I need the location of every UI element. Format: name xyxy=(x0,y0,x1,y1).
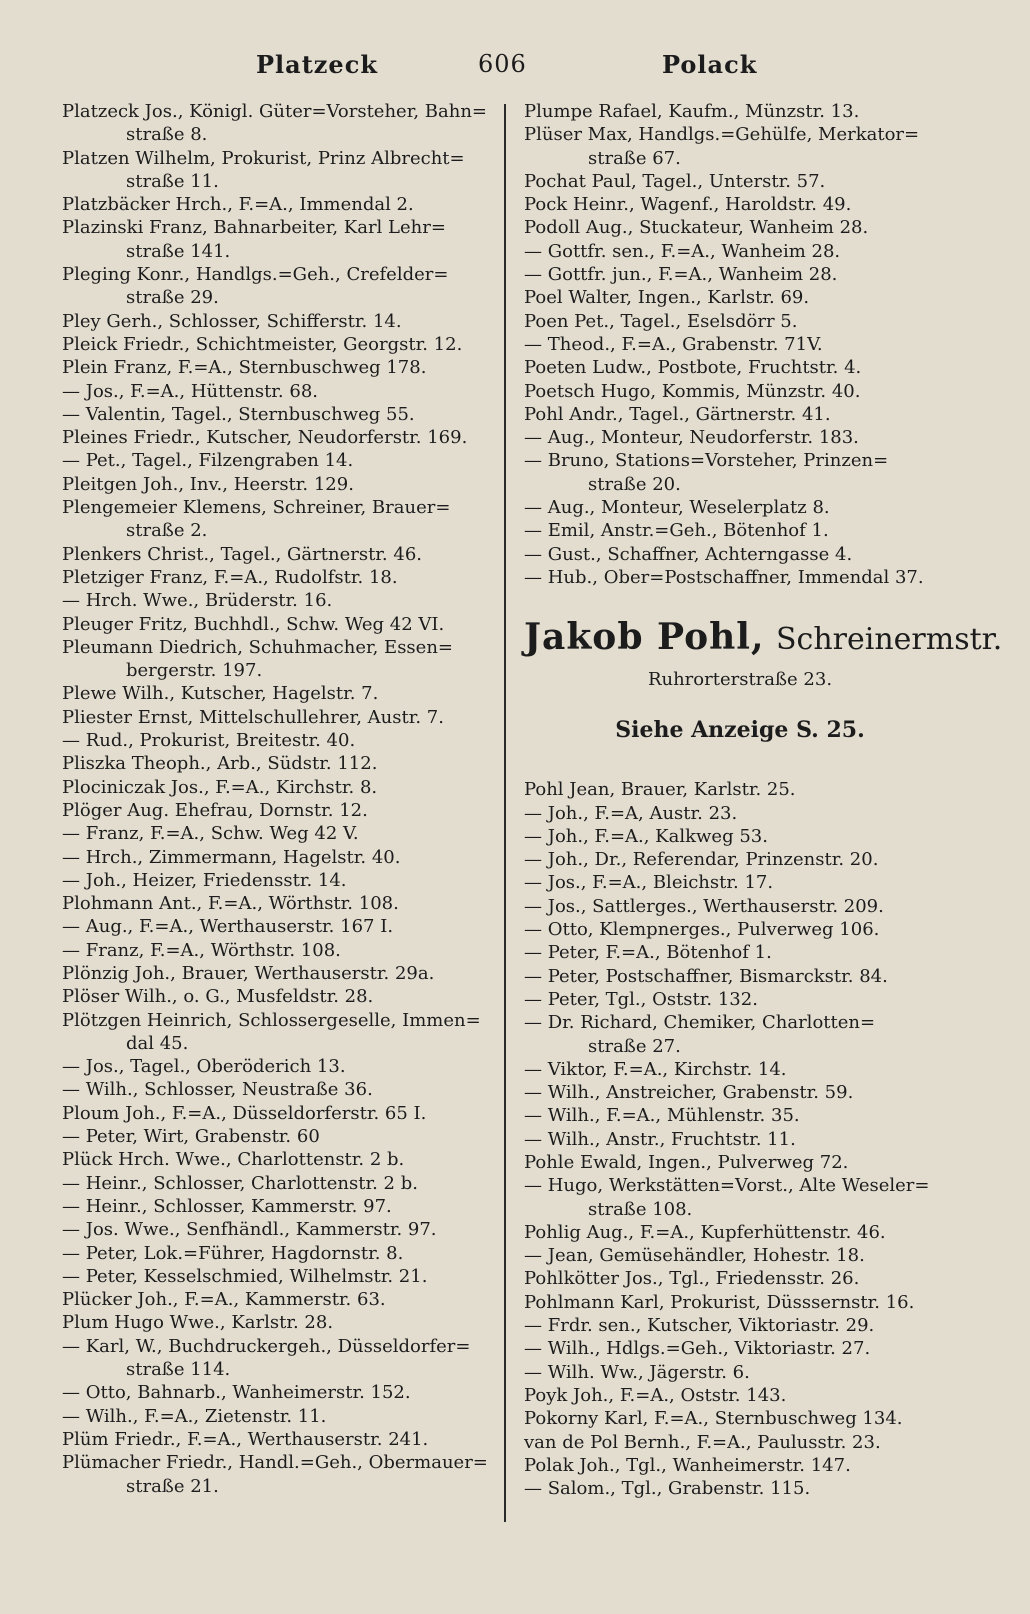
directory-entry: — Peter, Tgl., Oststr. 132. xyxy=(524,988,758,1010)
directory-entry: Pletziger Franz, F.=A., Rudolfstr. 18. xyxy=(62,566,398,588)
directory-entry: straße 114. xyxy=(126,1359,231,1381)
directory-entry: straße 141. xyxy=(126,240,231,262)
directory-entry: — Peter, Kesselschmied, Wilhelmstr. 21. xyxy=(62,1265,428,1287)
directory-entry: — Peter, Wirt, Grabenstr. 60 xyxy=(62,1126,320,1148)
directory-entry: — Rud., Prokurist, Breitestr. 40. xyxy=(62,730,356,752)
directory-entry: Ploum Joh., F.=A., Düsseldorferstr. 65 I. xyxy=(62,1102,427,1124)
directory-entry: — Gust., Schaffner, Achterngasse 4. xyxy=(524,543,853,565)
directory-entry: — Gottfr. sen., F.=A., Wanheim 28. xyxy=(524,240,841,262)
directory-entry: Podoll Aug., Stuckateur, Wanheim 28. xyxy=(524,217,869,239)
directory-entry: Pley Gerh., Schlosser, Schifferstr. 14. xyxy=(62,310,402,332)
directory-entry: Pleumann Diedrich, Schuhmacher, Essen= xyxy=(62,636,453,658)
directory-entry: — Joh., Heizer, Friedensstr. 14. xyxy=(62,869,347,891)
directory-entry: Plumpe Rafael, Kaufm., Münzstr. 13. xyxy=(524,101,860,122)
directory-entry: — Jos., F.=A., Bleichstr. 17. xyxy=(524,872,774,894)
directory-entry: — Emil, Anstr.=Geh., Bötenhof 1. xyxy=(524,520,829,542)
directory-entry: straße 21. xyxy=(126,1475,219,1497)
directory-entry: Pohlig Aug., F.=A., Kupferhüttenstr. 46. xyxy=(524,1221,886,1243)
directory-entry: — Viktor, F.=A., Kirchstr. 14. xyxy=(524,1058,787,1080)
directory-entry: Plüm Friedr., F.=A., Werthauserstr. 241. xyxy=(62,1428,429,1450)
directory-entry: — Salom., Tgl., Grabenstr. 115. xyxy=(524,1478,811,1500)
directory-entry: — Franz, F.=A., Schw. Weg 42 V. xyxy=(62,823,359,845)
directory-entry: Pliszka Theoph., Arb., Südstr. 112. xyxy=(62,753,378,775)
directory-entry: Poyk Joh., F.=A., Oststr. 143. xyxy=(524,1384,787,1406)
directory-entry: — Wilh., Schlosser, Neustraße 36. xyxy=(62,1079,373,1101)
directory-entry: Plociniczak Jos., F.=A., Kirchstr. 8. xyxy=(62,776,378,798)
left-column xyxy=(62,100,486,1498)
directory-entry: straße 29. xyxy=(126,287,219,309)
directory-entry: bergerstr. 197. xyxy=(126,660,263,682)
column-divider xyxy=(504,104,506,1522)
directory-entry: — Wilh., Anstreicher, Grabenstr. 59. xyxy=(524,1082,854,1104)
directory-entry: Polak Joh., Tgl., Wanheimerstr. 147. xyxy=(524,1454,851,1476)
directory-entry: — Theod., F.=A., Grabenstr. 71V. xyxy=(524,333,823,355)
right-column-top-entries xyxy=(524,100,956,589)
directory-entry: — Joh., Dr., Referendar, Prinzenstr. 20. xyxy=(524,849,879,871)
directory-entry: — Peter, Lok.=Führer, Hagdornstr. 8. xyxy=(62,1242,404,1264)
directory-entry: Plein Franz, F.=A., Sternbuschweg 178. xyxy=(62,357,427,379)
directory-entry: Pochat Paul, Tagel., Unterstr. 57. xyxy=(524,170,826,192)
right-column-bottom-entries xyxy=(524,778,956,1500)
directory-entry: — Franz, F.=A., Wörthstr. 108. xyxy=(62,939,341,961)
right-column xyxy=(524,100,1003,1500)
directory-entry: Pock Heinr., Wagenf., Haroldstr. 49. xyxy=(524,194,852,216)
directory-entry: dal 45. xyxy=(126,1032,189,1054)
directory-entry: — Frdr. sen., Kutscher, Viktoriastr. 29. xyxy=(524,1315,875,1337)
directory-entry: Plohmann Ant., F.=A., Wörthstr. 108. xyxy=(62,893,399,915)
directory-entry: — Hub., Ober=Postschaffner, Immendal 37. xyxy=(524,566,924,588)
directory-entry: — Wilh., F.=A., Mühlenstr. 35. xyxy=(524,1105,800,1127)
directory-entry: — Jos., Tagel., Oberöderich 13. xyxy=(62,1056,346,1078)
directory-entry: Plönzig Joh., Brauer, Werthauserstr. 29a. xyxy=(62,962,435,984)
directory-entry: straße 8. xyxy=(126,124,208,146)
directory-entry: Plengemeier Klemens, Schreiner, Brauer= xyxy=(62,497,451,519)
advertisement-box xyxy=(524,589,1003,778)
directory-entry: — Wilh. Ww., Jägerstr. 6. xyxy=(524,1361,750,1383)
directory-entry: — Heinr., Schlosser, Kammerstr. 97. xyxy=(62,1195,392,1217)
directory-entry: van de Pol Bernh., F.=A., Paulusstr. 23. xyxy=(524,1431,881,1453)
directory-entry: Poel Walter, Ingen., Karlstr. 69. xyxy=(524,287,810,309)
directory-entry: — Heinr., Schlosser, Charlottenstr. 2 b. xyxy=(62,1172,418,1194)
advertisement-reference: Siehe Anzeige S. 25. xyxy=(615,717,865,744)
page-number: 606 xyxy=(478,50,527,78)
directory-entry: Pohlkötter Jos., Tgl., Friedensstr. 26. xyxy=(524,1268,860,1290)
advertisement-trade: Schreinermstr. xyxy=(775,622,1003,658)
directory-entry: straße 108. xyxy=(588,1198,693,1220)
directory-entry: Pleuger Fritz, Buchhdl., Schw. Weg 42 VI. xyxy=(62,613,445,635)
running-head-right: Polack xyxy=(662,50,758,79)
directory-entry: Plück Hrch. Wwe., Charlottenstr. 2 b. xyxy=(62,1149,405,1171)
directory-entry: — Gottfr. jun., F.=A., Wanheim 28. xyxy=(524,264,838,286)
directory-entry: straße 2. xyxy=(126,520,208,542)
directory-entry: Pleging Konr., Handlgs.=Geh., Crefelder= xyxy=(62,264,449,286)
directory-entry: — Hrch. Wwe., Brüderstr. 16. xyxy=(62,590,333,612)
directory-entry: — Joh., F.=A, Austr. 23. xyxy=(524,802,738,824)
directory-entry: straße 20. xyxy=(588,473,681,495)
directory-entry: Pohl Jean, Brauer, Karlstr. 25. xyxy=(524,779,796,801)
directory-entry: — Valentin, Tagel., Sternbuschweg 55. xyxy=(62,403,415,425)
directory-entry: Plümacher Friedr., Handl.=Geh., Obermauer= xyxy=(62,1452,488,1474)
directory-entry: — Bruno, Stations=Vorsteher, Prinzen= xyxy=(524,450,889,472)
advertisement-title xyxy=(524,611,1003,666)
directory-entry: Plazinski Franz, Bahnarbeiter, Karl Lehr= xyxy=(62,217,446,239)
directory-entry: Pleines Friedr., Kutscher, Neudorferstr. 169. xyxy=(62,427,468,449)
directory-entry: Pliester Ernst, Mittelschullehrer, Austr. 7. xyxy=(62,706,444,728)
directory-entry: — Jos., F.=A., Hüttenstr. 68. xyxy=(62,380,318,402)
directory-entry: Poen Pet., Tagel., Eselsdörr 5. xyxy=(524,310,798,332)
directory-entry: Plüser Max, Handlgs.=Gehülfe, Merkator= xyxy=(524,124,920,146)
directory-entry: Platzen Wilhelm, Prokurist, Prinz Albrecht= xyxy=(62,147,465,169)
directory-entry: Pohlmann Karl, Prokurist, Düsssernstr. 16. xyxy=(524,1291,915,1313)
directory-entry: — Pet., Tagel., Filzengraben 14. xyxy=(62,450,354,472)
directory-entry: Pohle Ewald, Ingen., Pulverweg 72. xyxy=(524,1151,849,1173)
directory-entry: Plöger Aug. Ehefrau, Dornstr. 12. xyxy=(62,799,368,821)
directory-entry: — Jean, Gemüsehändler, Hohestr. 18. xyxy=(524,1245,865,1267)
advertisement-address: Ruhrorterstraße 23. xyxy=(647,669,833,691)
directory-entry: Plewe Wilh., Kutscher, Hagelstr. 7. xyxy=(62,683,379,705)
directory-entry: — Peter, Postschaffner, Bismarckstr. 84. xyxy=(524,965,888,987)
directory-entry: — Jos., Sattlerges., Werthauserstr. 209. xyxy=(524,895,884,917)
directory-entry: Plum Hugo Wwe., Karlstr. 28. xyxy=(62,1312,334,1334)
directory-entry: straße 67. xyxy=(588,147,681,169)
directory-entry: — Aug., Monteur, Neudorferstr. 183. xyxy=(524,427,859,449)
directory-entry: Plöser Wilh., o. G., Musfeldstr. 28. xyxy=(62,986,374,1008)
directory-entry: Pleitgen Joh., Inv., Heerstr. 129. xyxy=(62,473,354,495)
running-head-left: Platzeck xyxy=(256,50,378,79)
directory-entry: Poetsch Hugo, Kommis, Münzstr. 40. xyxy=(524,380,861,402)
directory-entry: Pleick Friedr., Schichtmeister, Georgstr. 12. xyxy=(62,333,463,355)
directory-entry: — Otto, Klempnerges., Pulverweg 106. xyxy=(524,919,880,941)
directory-entry: — Hugo, Werkstätten=Vorst., Alte Weseler= xyxy=(524,1175,930,1197)
directory-entry: Poeten Ludw., Postbote, Fruchtstr. 4. xyxy=(524,357,862,379)
directory-entry: — Joh., F.=A., Kalkweg 53. xyxy=(524,825,768,847)
directory-entry: — Otto, Bahnarb., Wanheimerstr. 152. xyxy=(62,1382,411,1404)
directory-entry: — Aug., F.=A., Werthauserstr. 167 I. xyxy=(62,916,394,938)
directory-entry: Plenkers Christ., Tagel., Gärtnerstr. 46. xyxy=(62,543,422,565)
directory-entry: — Wilh., F.=A., Zietenstr. 11. xyxy=(62,1405,327,1427)
directory-entry: — Aug., Monteur, Weselerplatz 8. xyxy=(524,497,830,519)
directory-entry: — Jos. Wwe., Senfhändl., Kammerstr. 97. xyxy=(62,1219,437,1241)
directory-entry: Platzbäcker Hrch., F.=A., Immendal 2. xyxy=(62,194,414,216)
directory-entry: straße 27. xyxy=(588,1035,681,1057)
directory-entry: straße 11. xyxy=(126,170,219,192)
directory-entry: — Dr. Richard, Chemiker, Charlotten= xyxy=(524,1012,876,1034)
directory-entry: — Wilh., Anstr., Fruchtstr. 11. xyxy=(524,1128,796,1150)
directory-entry: Plücker Joh., F.=A., Kammerstr. 63. xyxy=(62,1289,386,1311)
directory-entry: Pohl Andr., Tagel., Gärtnerstr. 41. xyxy=(524,403,831,425)
directory-entry: Pokorny Karl, F.=A., Sternbuschweg 134. xyxy=(524,1408,903,1430)
directory-entry: — Wilh., Hdlgs.=Geh., Viktoriastr. 27. xyxy=(524,1338,871,1360)
directory-entry: — Karl, W., Buchdruckergeh., Düsseldorfer= xyxy=(62,1335,471,1357)
directory-entry: — Hrch., Zimmermann, Hagelstr. 40. xyxy=(62,846,401,868)
directory-entry: — Peter, F.=A., Bötenhof 1. xyxy=(524,942,772,964)
advertisement-name: Jakob Pohl, xyxy=(524,616,765,659)
directory-entry: Platzeck Jos., Königl. Güter=Vorsteher, Bahn= xyxy=(62,101,488,122)
directory-entry: Plötzgen Heinrich, Schlossergeselle, Immen= xyxy=(62,1009,481,1031)
